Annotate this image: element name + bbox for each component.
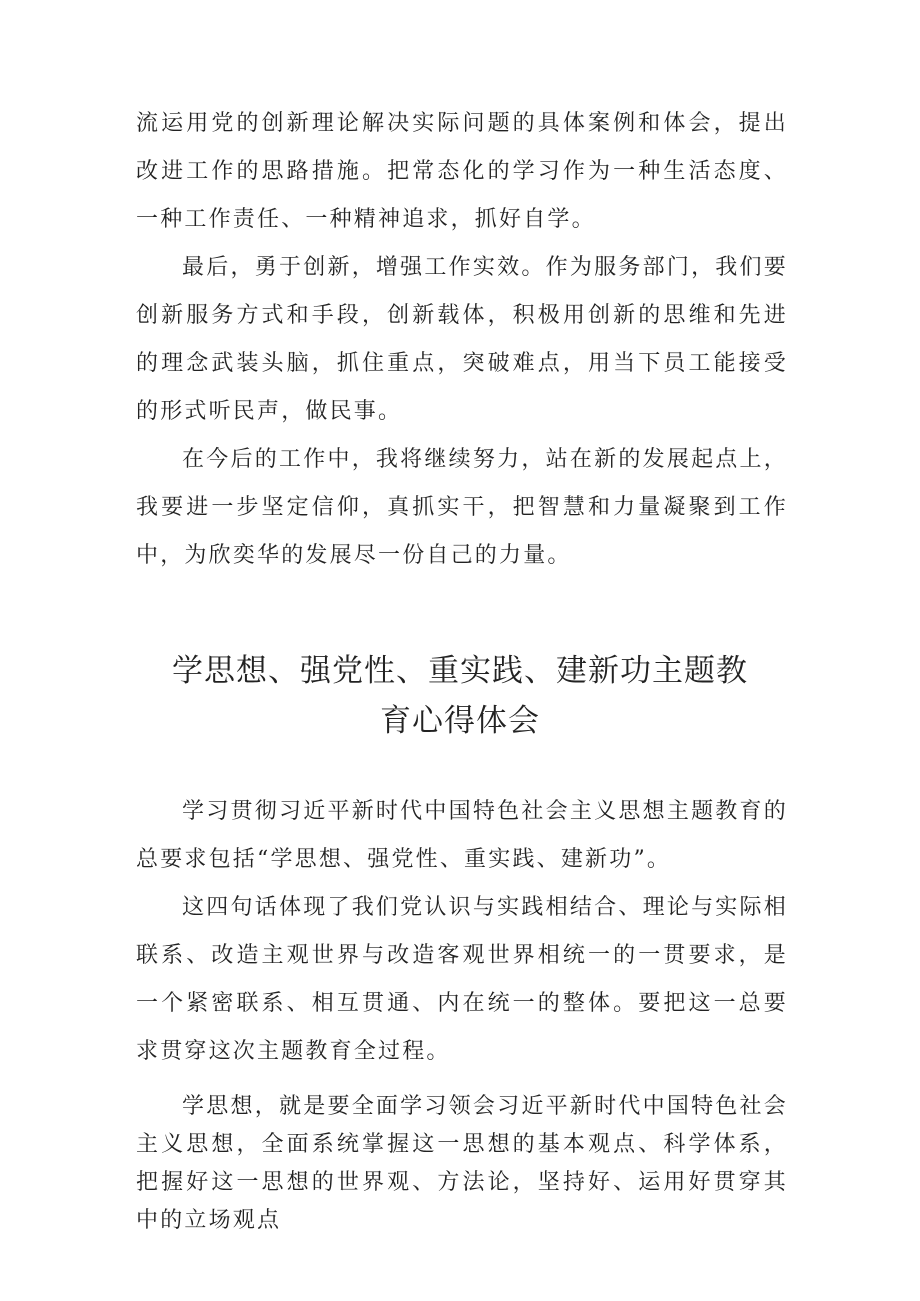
body-text-block xyxy=(136,788,788,1240)
paragraph-study-thought: 学思想，就是要全面学习领会习近平新时代中国特色社会主义思想，全面系统掌握这一思想的基本观点、科学体系，把握好这一思想的世界观、方法论，坚持好、运用好贯穿其中的立场观点 xyxy=(136,1094,788,1233)
paragraph-future-work: 在今后的工作中，我将继续努力，站在新的发展起点上，我要进一步坚定信仰，真抓实干，把智慧和力量凝聚到工作中，为欣奕华的发展尽一份自己的力量。 xyxy=(136,447,788,568)
title-line-2: 育心得体会 xyxy=(380,703,540,739)
document-title xyxy=(120,646,800,746)
paragraph-innovation: 最后，勇于创新，增强工作实效。作为服务部门，我们要创新服务方式和手段，创新载体，积极用创新的思维和先进的理念武装头脑，抓住重点，突破难点，用当下员工能接受的形式听民声，做民事。 xyxy=(136,255,788,424)
paragraph-four-phrases: 这四句话体现了我们党认识与实践相结合、理论与实际相联系、改造主观世界与改造客观世界相统一的一贯要求，是一个紧密联系、相互贯通、内在统一的整体。要把这一总要求贯穿这次主题教育全过程。 xyxy=(136,895,788,1064)
title-line-1: 学思想、强党性、重实践、建新功主题教 xyxy=(172,653,748,689)
paragraph-general-requirement: 学习贯彻习近平新时代中国特色社会主义思想主题教育的总要求包括“学思想、强党性、重实践、建新功”。 xyxy=(136,799,788,872)
paragraph-continuation: 流运用党的创新理论解决实际问题的具体案例和体会，提出改进工作的思路措施。把常态化的学习作为一种生活态度、一种工作责任、一种精神追求，抓好自学。 xyxy=(136,111,788,232)
top-text-block xyxy=(136,100,788,580)
